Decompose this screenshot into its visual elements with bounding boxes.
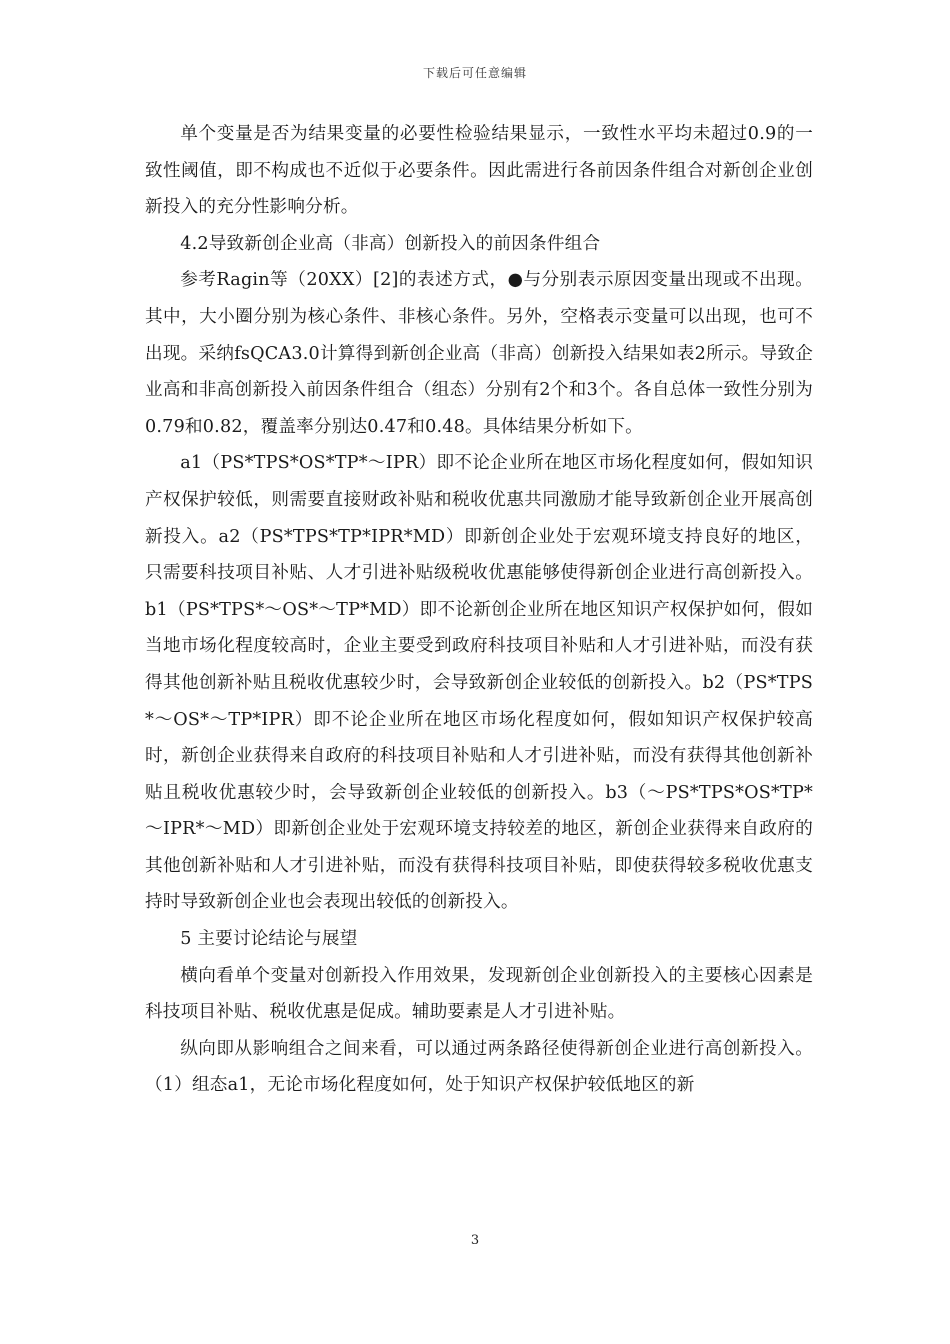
paragraph-ragin-method: 参考Ragin等（20XX）[2]的表述方式，●与分别表示原因变量出现或不出现。其中，大小圈分别为核心条件、非核心条件。另外，空格表示变量可以出现，也可不出现。采纳fsQCA3.0计算得到新创企业高（非高）创新投入结果如表2所示。导致企业高和非高创新投入前因条件组合（组态）分别有2个和3个。各自总体一致性分别为0.79和0.82，覆盖率分别达0.47和0.48。具体结果分析如下。: [145, 270, 813, 437]
section-heading-5: 5 主要讨论结论与展望: [180, 929, 358, 950]
paragraph-horizontal-view: 横向看单个变量对创新投入作用效果，发现新创企业创新投入的主要核心因素是科技项目补贴、税收优惠是促成。辅助要素是人才引进补贴。: [145, 965, 813, 1023]
section-heading-4-2: 4.2导致新创企业高（非高）创新投入的前因条件组合: [180, 233, 601, 254]
page-number: 3: [470, 1233, 480, 1248]
page-header: 下载后可任意编辑: [422, 66, 527, 80]
paragraph-necessity-result: 单个变量是否为结果变量的必要性检验结果显示，一致性水平均未超过0.9的一致性阈值，即不构成也不近似于必要条件。因此需进行各前因条件组合对新创企业创新投入的充分性影响分析。: [145, 124, 813, 218]
paragraph-configuration-analysis: a1（PS*TPS*OS*TP*～IPR）即不论企业所在地区市场化程度如何，假如知识产权保护较低，则需要直接财政补贴和税收优惠共同激励才能导致新创企业开展高创新投入。a2（PS*TPS*TP*IPR*MD）即新创企业处于宏观环境支持良好的地区，只需要科技项目补贴、人才引进补贴级税收优惠能够使得新创企业进行高创新投入。b1（PS*TPS*～OS*～TP*MD）即不论新创企业所在地区知识产权保护如何，假如当地市场化程度较高时，企业主要受到政府科技项目补贴和人才引进补贴，而没有获得其他创新补贴且税收优惠较少时，会导致新创企业较低的创新投入。b2（PS*TPS*～OS*～TP*IPR）即不论企业所在地区市场化程度如何，假如知识产权保护较高时，新创企业获得来自政府的科技项目补贴和人才引进补贴，而没有获得其他创新补贴且税收优惠较少时，会导致新创企业较低的创新投入。b3（～PS*TPS*OS*TP*～IPR*～MD）即新创企业处于宏观环境支持较差的地区，新创企业获得来自政府的其他创新补贴和人才引进补贴，而没有获得科技项目补贴，即使获得较多税收优惠支持时导致新创企业也会表现出较低的创新投入。: [145, 453, 813, 913]
document-body: [145, 116, 813, 1104]
paragraph-vertical-view: 纵向即从影响组合之间来看，可以通过两条路径使得新创企业进行高创新投入。（1）组态a1，无论市场化程度如何，处于知识产权保护较低地区的新: [145, 1038, 813, 1096]
